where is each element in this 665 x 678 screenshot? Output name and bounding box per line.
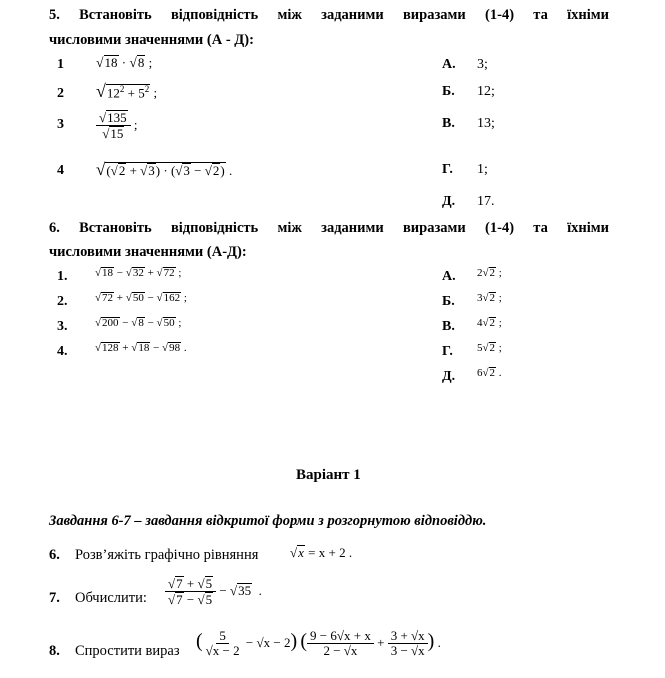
q6-line1: 6. Встановіть відповідність між заданими виразами (1-4) та їхніми xyxy=(49,220,609,236)
q6-answer-d-letter: Г. xyxy=(442,344,453,359)
q5-row-3-num: 3 xyxy=(57,117,64,132)
q6-row-2-expr: √72 + √50 − √162 ; xyxy=(95,292,187,304)
q5-line1: 5. Встановіть відповідність між заданими виразами (1-4) та їхніми xyxy=(49,7,609,23)
task-6-equation: √x = x + 2 . xyxy=(290,545,353,560)
task-8-num: 8. xyxy=(49,643,60,659)
q5-answer-b-value: 12; xyxy=(477,84,495,99)
q5-row-2-expr: $√12^2 + 5^2$ ; xyxy=(96,81,158,101)
task-7-expression: $\frac{√7 + √5}{√7 - √5}$ − √35 . xyxy=(165,576,262,608)
q5-row-1-expr: √18 · √8 ; xyxy=(96,55,153,70)
q5-line2: числовими значеннями (А - Д): xyxy=(49,32,254,48)
variant-title: Варіант 1 xyxy=(296,467,361,483)
task-7-text: Обчислити: xyxy=(75,590,147,606)
q6-row-1-expr: √18 − √32 + √72 ; xyxy=(95,267,182,279)
q5-answer-a-letter: А. xyxy=(442,57,456,72)
task-8-text: Спростити вираз xyxy=(75,643,180,659)
task-7-num: 7. xyxy=(49,590,60,606)
q6-answer-b-letter: Б. xyxy=(442,294,455,309)
q6-row-4-num: 4. xyxy=(57,344,68,359)
task-8-expression: ( $\frac{5}{√x - 2}$ − √x − 2) ( $\frac{9 - 6√x + x}{2 - √x}$ + $\frac{3 + √x}{3 - √x}$ ) . xyxy=(196,628,441,659)
q6-row-2-num: 2. xyxy=(57,294,68,309)
q5-row-2-num: 2 xyxy=(57,86,64,101)
q6-answer-a-letter: А. xyxy=(442,269,456,284)
q6-answer-a-value: 2√2 ; xyxy=(477,267,502,279)
q6-row-3-num: 3. xyxy=(57,319,68,334)
task-6-num: 6. xyxy=(49,547,60,563)
q5-answer-b-letter: Б. xyxy=(442,84,455,99)
q6-answer-d-value: 5√2 ; xyxy=(477,342,502,354)
q6-answer-e-letter: Д. xyxy=(442,369,456,384)
q5-answer-d-value: 1; xyxy=(477,162,488,177)
q5-row-1-num: 1 xyxy=(57,57,64,72)
q5-row-3-expr: $\frac{√135}{√15}$ ; xyxy=(96,110,138,142)
q5-answer-c-value: 13; xyxy=(477,116,495,131)
q5-answer-a-value: 3; xyxy=(477,57,488,72)
q6-answer-b-value: 3√2 ; xyxy=(477,292,502,304)
q6-row-4-expr: √128 + √18 − √98 . xyxy=(95,342,187,354)
q6-answer-c-letter: В. xyxy=(442,319,455,334)
q5-row-4-num: 4 xyxy=(57,163,64,178)
q6-row-1-num: 1. xyxy=(57,269,68,284)
q5-answer-c-letter: В. xyxy=(442,116,455,131)
q6-line2: числовими значеннями (А-Д): xyxy=(49,244,247,260)
q6-answer-c-value: 4√2 ; xyxy=(477,317,502,329)
q6-answer-e-value: 6√2 . xyxy=(477,367,502,379)
q5-answer-e-value: 17. xyxy=(477,194,495,209)
task-6-text: Розв’яжіть графічно рівняння xyxy=(75,547,259,563)
q5-answer-d-letter: Г. xyxy=(442,162,453,177)
q5-row-4-expr: √(√2 + √3) · (√3 − √2) . xyxy=(96,160,233,179)
q6-row-3-expr: √200 − √8 − √50 ; xyxy=(95,317,182,329)
open-tasks-heading: Завдання 6-7 – завдання відкритої форми з розгорнутою відповіддю. xyxy=(49,513,487,529)
q5-answer-e-letter: Д. xyxy=(442,194,456,209)
